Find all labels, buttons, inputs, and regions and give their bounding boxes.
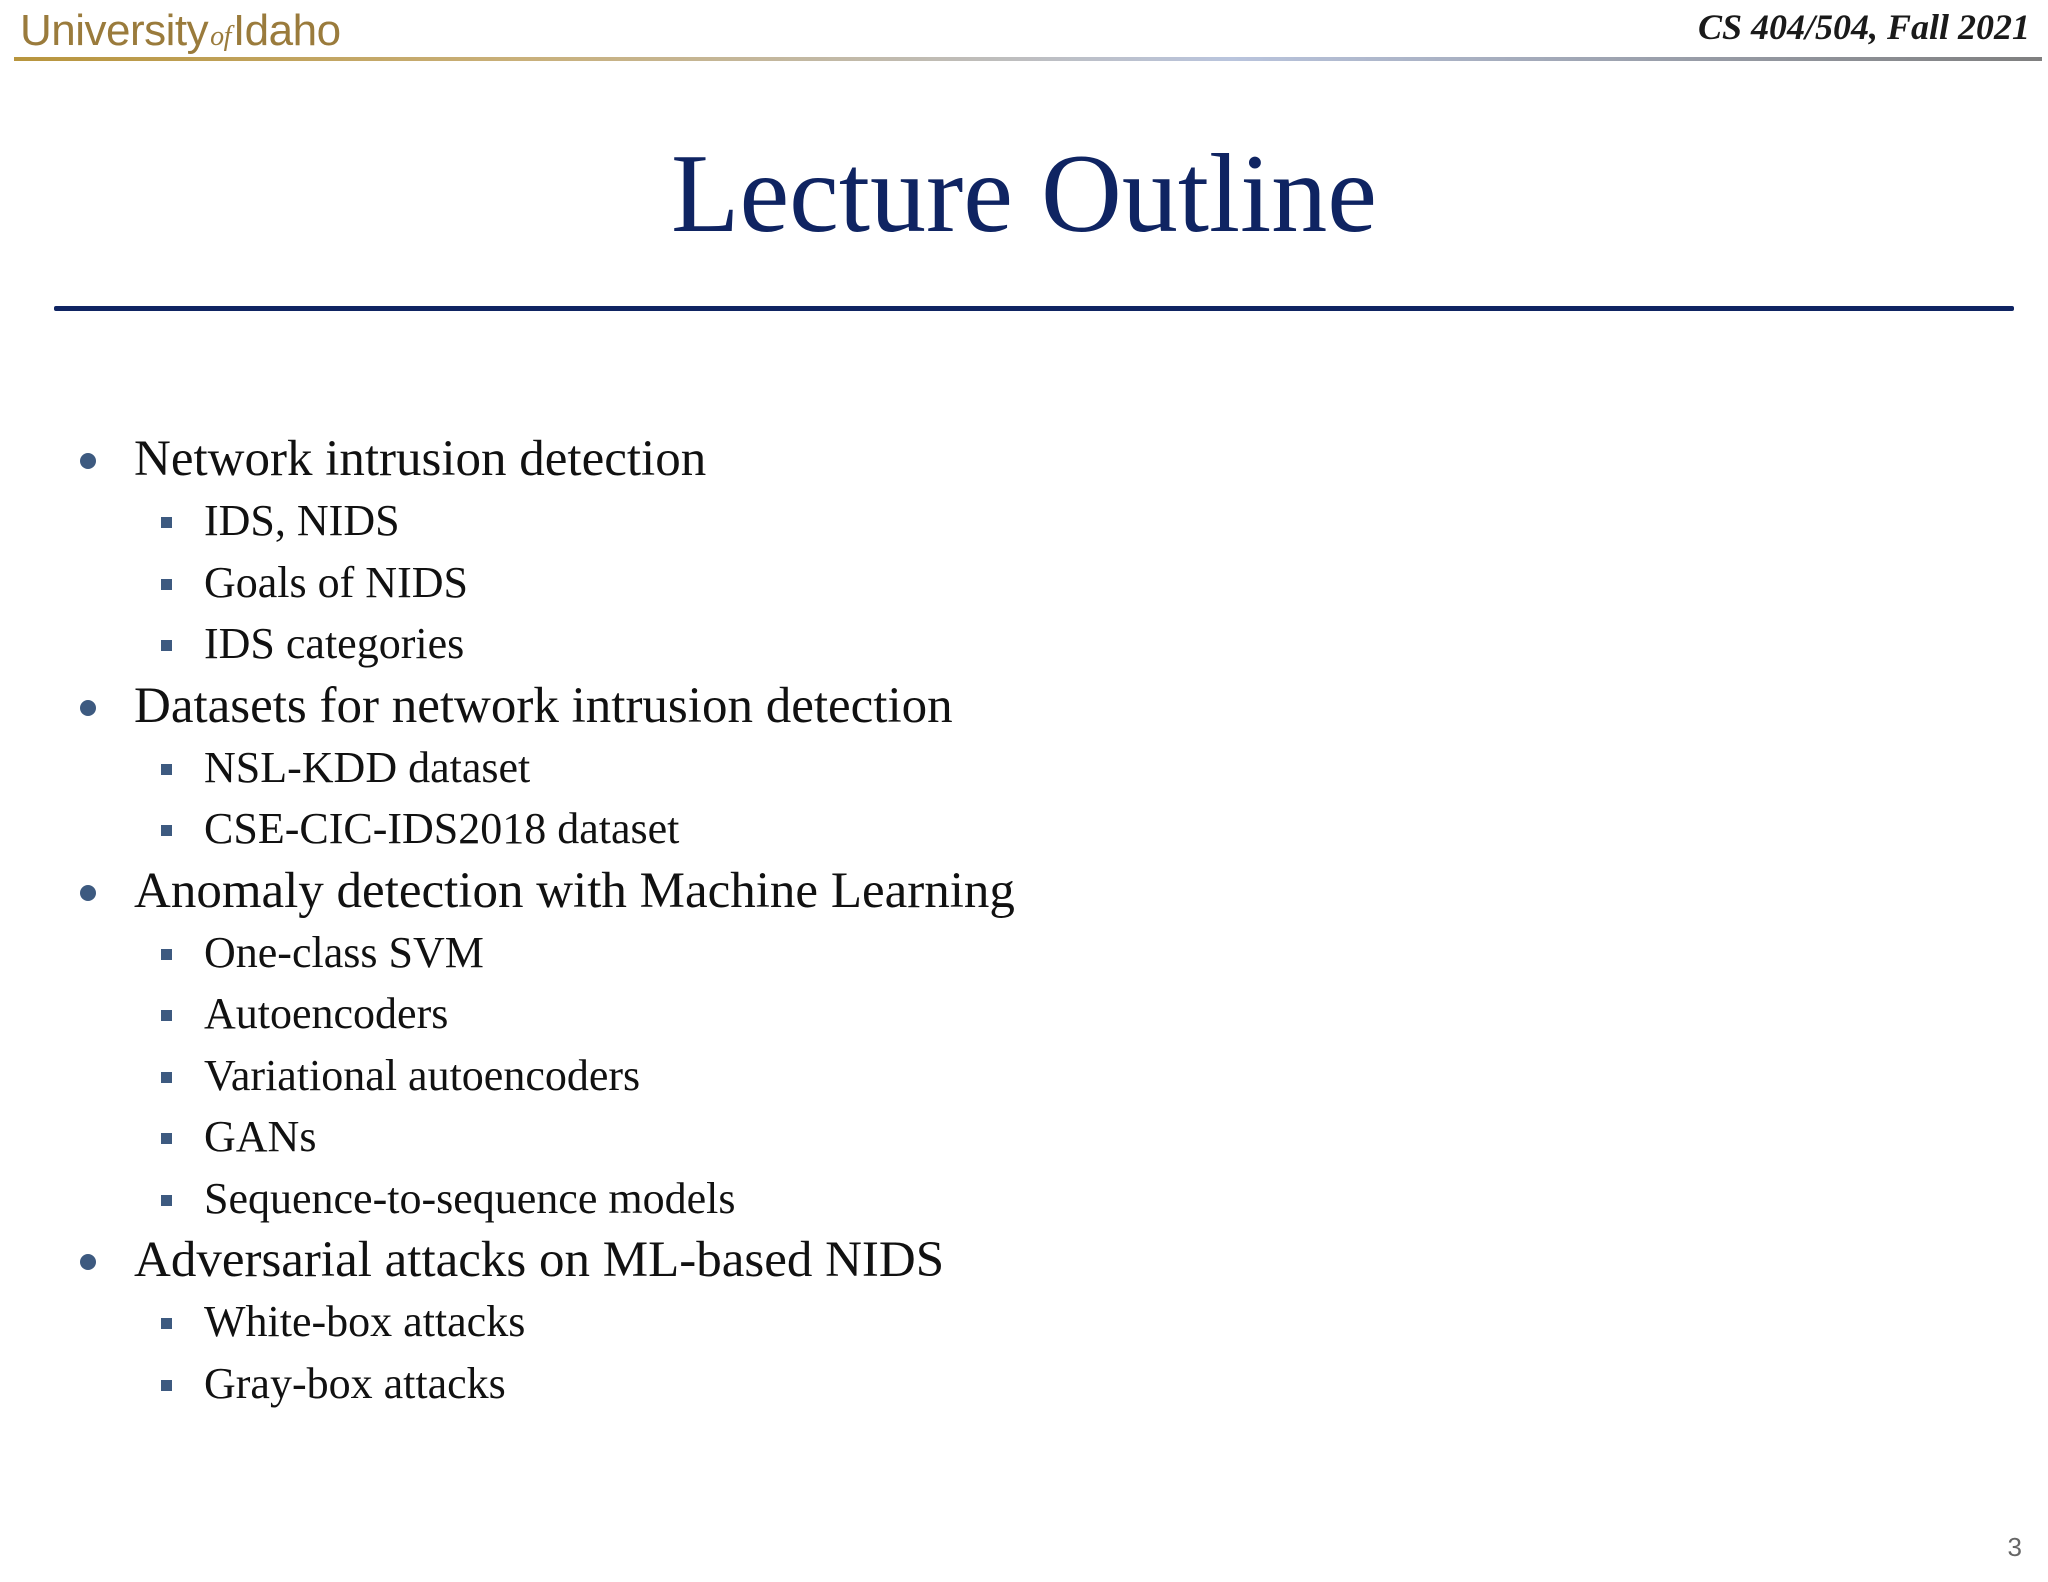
logo-university: University: [20, 6, 209, 55]
bullet-square-icon: [161, 1195, 172, 1206]
bullet-square-icon: [161, 640, 172, 651]
outline-subitem: [0, 1353, 1015, 1415]
outline-item-text: Datasets for network intrusion detection: [134, 677, 953, 734]
outline-subitem: [0, 983, 1015, 1045]
bullet-square-icon: [161, 579, 172, 590]
outline-subitem-text: One-class SVM: [204, 927, 484, 977]
outline-subitem-text: IDS, NIDS: [204, 496, 400, 545]
title-divider: [54, 306, 2014, 311]
bullet-square-icon: [161, 1133, 172, 1144]
outline-subitem: [0, 613, 1015, 675]
outline-subitem-text: IDS categories: [204, 619, 465, 668]
outline-subitem-text: Autoencoders: [204, 989, 449, 1038]
outline-subitem-text: Gray-box attacks: [204, 1358, 506, 1408]
header-divider: [14, 57, 2042, 61]
outline-subitem: [0, 737, 1015, 799]
bullet-dot-icon: [80, 453, 96, 469]
bullet-square-icon: [161, 825, 172, 836]
outline-subitem: [0, 922, 1015, 984]
outline-subitem: [0, 798, 1015, 860]
outline-subitem: [0, 1291, 1015, 1353]
bullet-square-icon: [161, 1318, 172, 1329]
bullet-square-icon: [161, 1072, 172, 1083]
outline-item-text: Network intrusion detection: [134, 431, 707, 487]
bullet-dot-icon: [80, 1254, 96, 1270]
outline-subitem: [0, 1045, 1015, 1107]
outline-subitem: [0, 1106, 1015, 1168]
bullet-dot-icon: [80, 700, 96, 716]
outline-subitem: [0, 1168, 1015, 1230]
slide-title: Lecture Outline: [671, 132, 1377, 256]
outline-item: [0, 428, 1015, 490]
bullet-square-icon: [161, 517, 172, 528]
bullet-square-icon: [161, 949, 172, 960]
outline-subitem: [0, 490, 1015, 552]
outline-item: [0, 1229, 1015, 1291]
page-number: 3: [2007, 1532, 2022, 1562]
bullet-dot-icon: [80, 885, 96, 901]
outline-subitem-text: NSL-KDD dataset: [204, 742, 531, 792]
outline-subitem-text: White-box attacks: [204, 1297, 526, 1346]
outline-item-text: Adversarial attacks on ML-based NIDS: [134, 1232, 945, 1288]
university-logo: [20, 6, 341, 56]
outline-subitem-text: Sequence-to-sequence models: [204, 1173, 736, 1223]
bullet-square-icon: [161, 1010, 172, 1021]
outline-subitem-text: CSE-CIC-IDS2018 dataset: [204, 804, 680, 853]
course-label: CS 404/504, Fall 2021: [1697, 7, 2030, 47]
logo-of: of: [210, 21, 231, 52]
outline-subitem-text: Variational autoencoders: [204, 1050, 641, 1100]
outline-item: [0, 860, 1015, 922]
outline-subitem-text: GANs: [204, 1112, 317, 1161]
outline-item: [0, 675, 1015, 737]
outline-list: [0, 428, 1015, 1414]
outline-subitem: [0, 552, 1015, 614]
logo-idaho: Idaho: [232, 6, 341, 55]
outline-subitem-text: Goals of NIDS: [204, 557, 468, 607]
bullet-square-icon: [161, 764, 172, 775]
outline-item-text: Anomaly detection with Machine Learning: [134, 862, 1015, 919]
bullet-square-icon: [161, 1380, 172, 1391]
